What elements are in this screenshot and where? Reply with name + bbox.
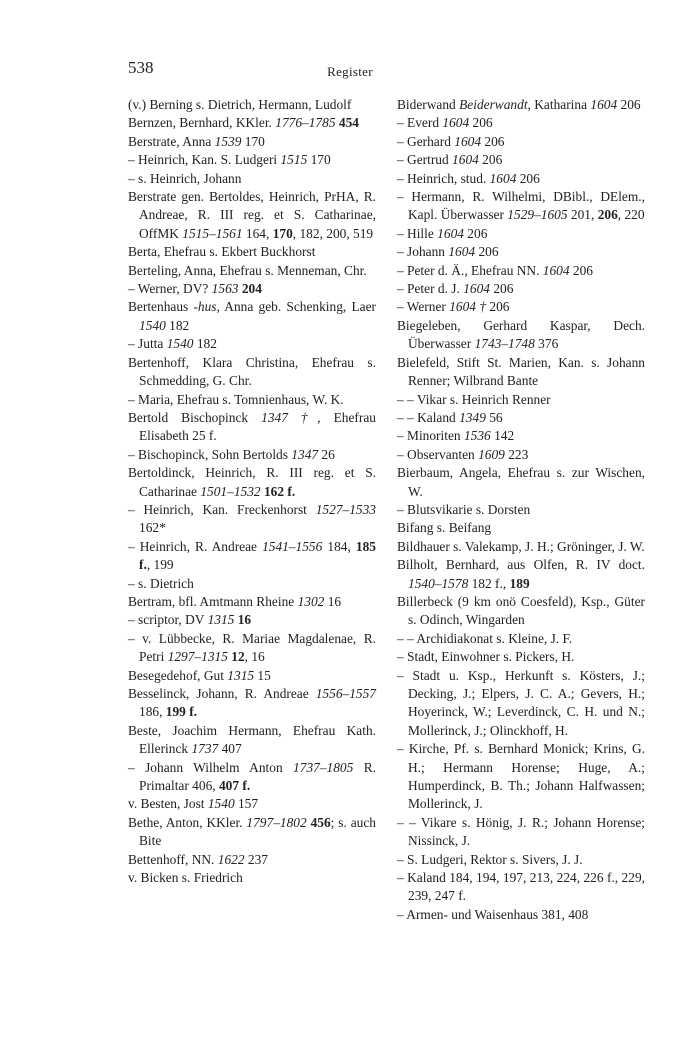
register-entry: Berstrate, Anna 1539 170 [128, 133, 265, 149]
register-column-right [397, 96, 645, 924]
register-entry: – Werner 1604 † 206 [397, 299, 510, 315]
register-entry: Bertenhaus -hus, Anna geb. Schenking, Laer 1540 182 [128, 299, 376, 333]
register-entry: – Observanten 1609 223 [397, 446, 529, 462]
register-entry: Bertold Bischopinck 1347 †, Ehefrau Elisabeth 25 f. [128, 409, 376, 444]
register-entry: – Stadt, Einwohner s. Pickers, H. [397, 649, 575, 665]
register-entry: – Gertrud 1604 206 [397, 152, 503, 168]
register-entry: – s. Heinrich, Johann [128, 170, 242, 186]
register-entry: – – Vikar s. Heinrich Renner [397, 391, 551, 407]
register-entry: – Kirche, Pf. s. Bernhard Monick; Krins, G. H.; Hermann Horense; Huge, A.; Humperdinck, B. Th.; Johann Halfwassen; Mollerinck, J. [397, 741, 645, 812]
register-entry: Bertram, bfl. Amtmann Rheine 1302 16 [128, 593, 342, 609]
register-entry: – Peter d. J. 1604 206 [397, 281, 514, 297]
register-entry: Bilholt, Bernhard, aus Olfen, R. IV doct. 1540–1578 182 f., 189 [397, 557, 645, 591]
running-head: Register [327, 64, 373, 79]
register-entry: – Maria, Ehefrau s. Tomnienhaus, W. K. [128, 391, 344, 407]
register-entry: Bettenhoff, NN. 1622 237 [128, 851, 268, 867]
register-entry: Bifang s. Beifang [397, 520, 492, 536]
register-entry: v. Bicken s. Friedrich [128, 870, 243, 886]
register-entry: – Minoriten 1536 142 [397, 428, 515, 444]
register-entry: – Gerhard 1604 206 [397, 133, 505, 149]
register-entry: – Blutsvikarie s. Dorsten [397, 501, 531, 517]
register-entry: – v. Lübbecke, R. Mariae Magdalenae, R. Petri 1297–1315 12, 16 [128, 630, 376, 665]
register-entry: (v.) Berning s. Dietrich, Hermann, Ludolf [128, 97, 352, 112]
register-entry: Biegeleben, Gerhard Kaspar, Dech. Überwasser 1743–1748 376 [397, 317, 645, 352]
register-entry: – Jutta 1540 182 [128, 336, 217, 352]
register-entry: Besselinck, Johann, R. Andreae 1556–1557 186, 199 f. [128, 686, 376, 720]
register-entry: – – Vikare s. Hönig, J. R.; Johann Horense; Nissinck, J. [397, 814, 645, 849]
register-entry: Bertoldinck, Heinrich, R. III reg. et S. Catharinae 1501–1532 162 f. [128, 465, 376, 499]
register-entry: Billerbeck (9 km onö Coesfeld), Ksp., Güter s. Odinch, Wingarden [397, 593, 645, 628]
register-entry: – Peter d. Ä., Ehefrau NN. 1604 206 [397, 262, 593, 278]
register-entry: – Heinrich, Kan. Freckenhorst 1527–1533 162* [128, 501, 376, 536]
register-column-left [128, 96, 376, 887]
register-entry: Bethe, Anton, KKler. 1797–1802 456; s. auch Bite [128, 814, 376, 849]
register-entry: Beste, Joachim Hermann, Ehefrau Kath. Ellerinck 1737 407 [128, 722, 376, 757]
register-entry: – – Archidiakonat s. Kleine, J. F. [397, 630, 573, 646]
register-entry: – Kaland 184, 194, 197, 213, 224, 226 f., 229, 239, 247 f. [397, 870, 645, 904]
register-entry: Besegedehof, Gut 1315 15 [128, 667, 271, 683]
register-entry: – Heinrich, Kan. S. Ludgeri 1515 170 [128, 152, 331, 168]
register-entry: – Hermann, R. Wilhelmi, DBibl., DElem., Kapl. Überwasser 1529–1605 201, 206, 220 [397, 189, 645, 223]
register-entry: – – Kaland 1349 56 [397, 409, 503, 425]
register-entry: Berstrate gen. Bertoldes, Heinrich, PrHA, R. Andreae, R. III reg. et S. Catharinae, OffMK 1515–1561 164, 170, 182, 200, 519 [128, 189, 376, 241]
register-entry: – Bischopinck, Sohn Bertolds 1347 26 [128, 446, 335, 462]
register-entry: Bernzen, Bernhard, KKler. 1776–1785 454 [128, 115, 359, 131]
register-entry: Bildhauer s. Valekamp, J. H.; Gröninger, J. W. [397, 538, 645, 554]
register-entry: – Everd 1604 206 [397, 115, 493, 131]
register-entry: – Stadt u. Ksp., Herkunft s. Kösters, J.; Decking, J.; Elpers, J. C. A.; Gevers, H.; Hoyerinck, W.; Leverdinck, C. H. und N.; Mollerinck, J.; Olinckhoff, H. [397, 667, 645, 738]
register-entry: – S. Ludgeri, Rektor s. Sivers, J. J. [397, 851, 583, 867]
register-entry: Bielefeld, Stift St. Marien, Kan. s. Johann Renner; Wilbrand Bante [397, 354, 645, 389]
register-entry: – Johann 1604 206 [397, 244, 499, 260]
register-entry: – Hille 1604 206 [397, 225, 488, 241]
register-entry: – Armen- und Waisenhaus 381, 408 [397, 906, 589, 922]
register-entry: – Heinrich, R. Andreae 1541–1556 184, 185 f., 199 [128, 538, 376, 573]
register-entry: – Johann Wilhelm Anton 1737–1805 R. Primaltar 406, 407 f. [128, 759, 376, 794]
register-entry: – s. Dietrich [128, 575, 194, 591]
register-entry: – scriptor, DV 1315 16 [128, 612, 252, 628]
register-entry: v. Besten, Jost 1540 157 [128, 796, 259, 812]
register-entry: Bertenhoff, Klara Christina, Ehefrau s. Schmedding, G. Chr. [128, 354, 376, 389]
page-number: 538 [128, 58, 154, 77]
register-entry: Berteling, Anna, Ehefrau s. Menneman, Chr. [128, 262, 367, 278]
register-entry: – Werner, DV? 1563 204 [128, 281, 262, 297]
register-entry: Berta, Ehefrau s. Ekbert Buckhorst [128, 244, 316, 260]
register-entry: – Heinrich, stud. 1604 206 [397, 170, 540, 186]
register-entry: Bierbaum, Angela, Ehefrau s. zur Wischen, W. [397, 465, 645, 499]
register-entry: Biderwand Beiderwandt, Katharina 1604 206 [397, 97, 641, 112]
